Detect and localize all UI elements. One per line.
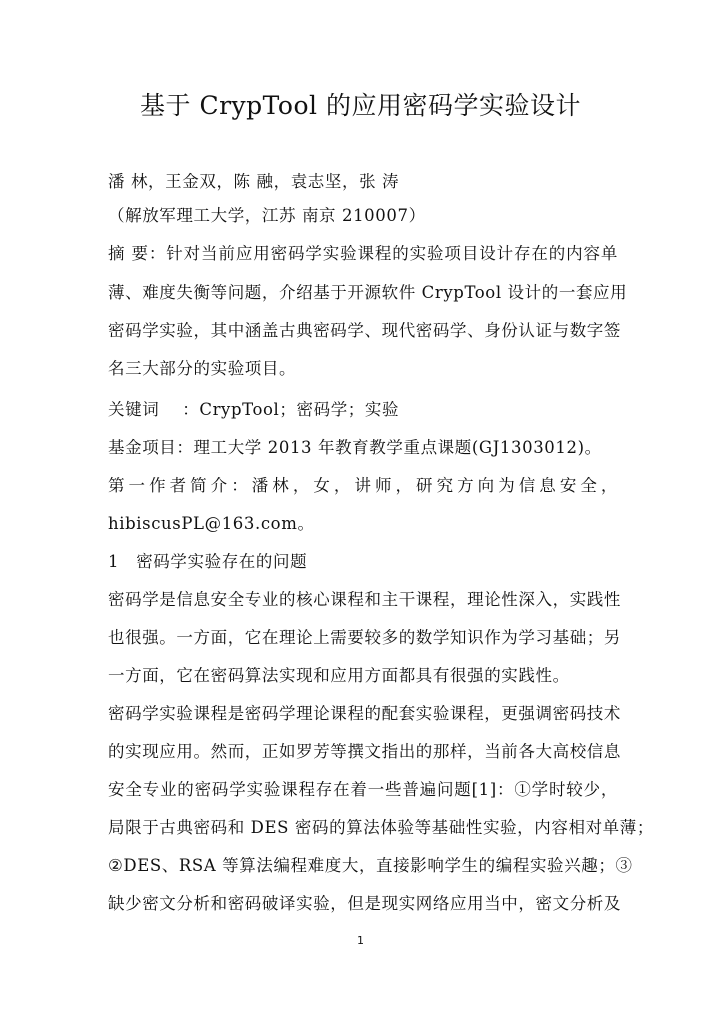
paragraph-line: 安全专业的密码学实验课程存在着一些普遍问题[1]：①学时较少，	[108, 780, 618, 799]
paragraph-line: 缺少密文分析和密码破译实验，但是现实网络应用当中，密文分析及	[108, 894, 621, 913]
paragraph-line: 密码学实验课程是密码学理论课程的配套实验课程，更强调密码技术	[108, 704, 621, 723]
author-bio: 第一作者简介：潘林，女，讲师，研究方向为信息安全，	[108, 476, 618, 495]
author-email: hibiscusPL@163.com。	[108, 514, 315, 533]
section-heading: 1 密码学实验存在的问题	[108, 552, 308, 571]
keywords: 关键词 ：CrypTool；密码学；实验	[108, 400, 400, 419]
paragraph-line: 也很强。一方面，它在理论上需要较多的数学知识作为学习基础；另	[108, 628, 621, 647]
funding-info: 基金项目：理工大学 2013 年教育教学重点课题(GJ1303012)。	[108, 438, 602, 457]
paragraph-line: ②DES、RSA 等算法编程难度大，直接影响学生的编程实验兴趣；③	[108, 856, 633, 875]
paragraph-line: 密码学是信息安全专业的核心课程和主干课程，理论性深入，实践性	[108, 590, 621, 609]
abstract-line: 薄、难度失衡等问题，介绍基于开源软件 CrypTool 设计的一套应用	[108, 283, 628, 302]
paragraph-line: 局限于古典密码和 DES 密码的算法体验等基础性实验，内容相对单薄；	[108, 818, 654, 837]
affiliation: （解放军理工大学，江苏 南京 210007）	[108, 206, 426, 225]
paragraph-line: 一方面，它在密码算法实现和应用方面都具有很强的实践性。	[108, 666, 570, 685]
abstract-line: 摘 要：针对当前应用密码学实验课程的实验项目设计存在的内容单	[108, 244, 618, 263]
abstract-line: 名三大部分的实验项目。	[108, 359, 297, 378]
paper-title: 基于 CrypTool 的应用密码学实验设计	[140, 91, 581, 120]
page-number: 1	[357, 934, 364, 947]
paragraph-line: 的实现应用。然而，正如罗芳等撰文指出的那样，当前各大高校信息	[108, 742, 621, 761]
abstract-line: 密码学实验，其中涵盖古典密码学、现代密码学、身份认证与数字签	[108, 321, 621, 340]
author-list: 潘 林，王金双，陈 融，袁志坚，张 涛	[108, 172, 400, 191]
